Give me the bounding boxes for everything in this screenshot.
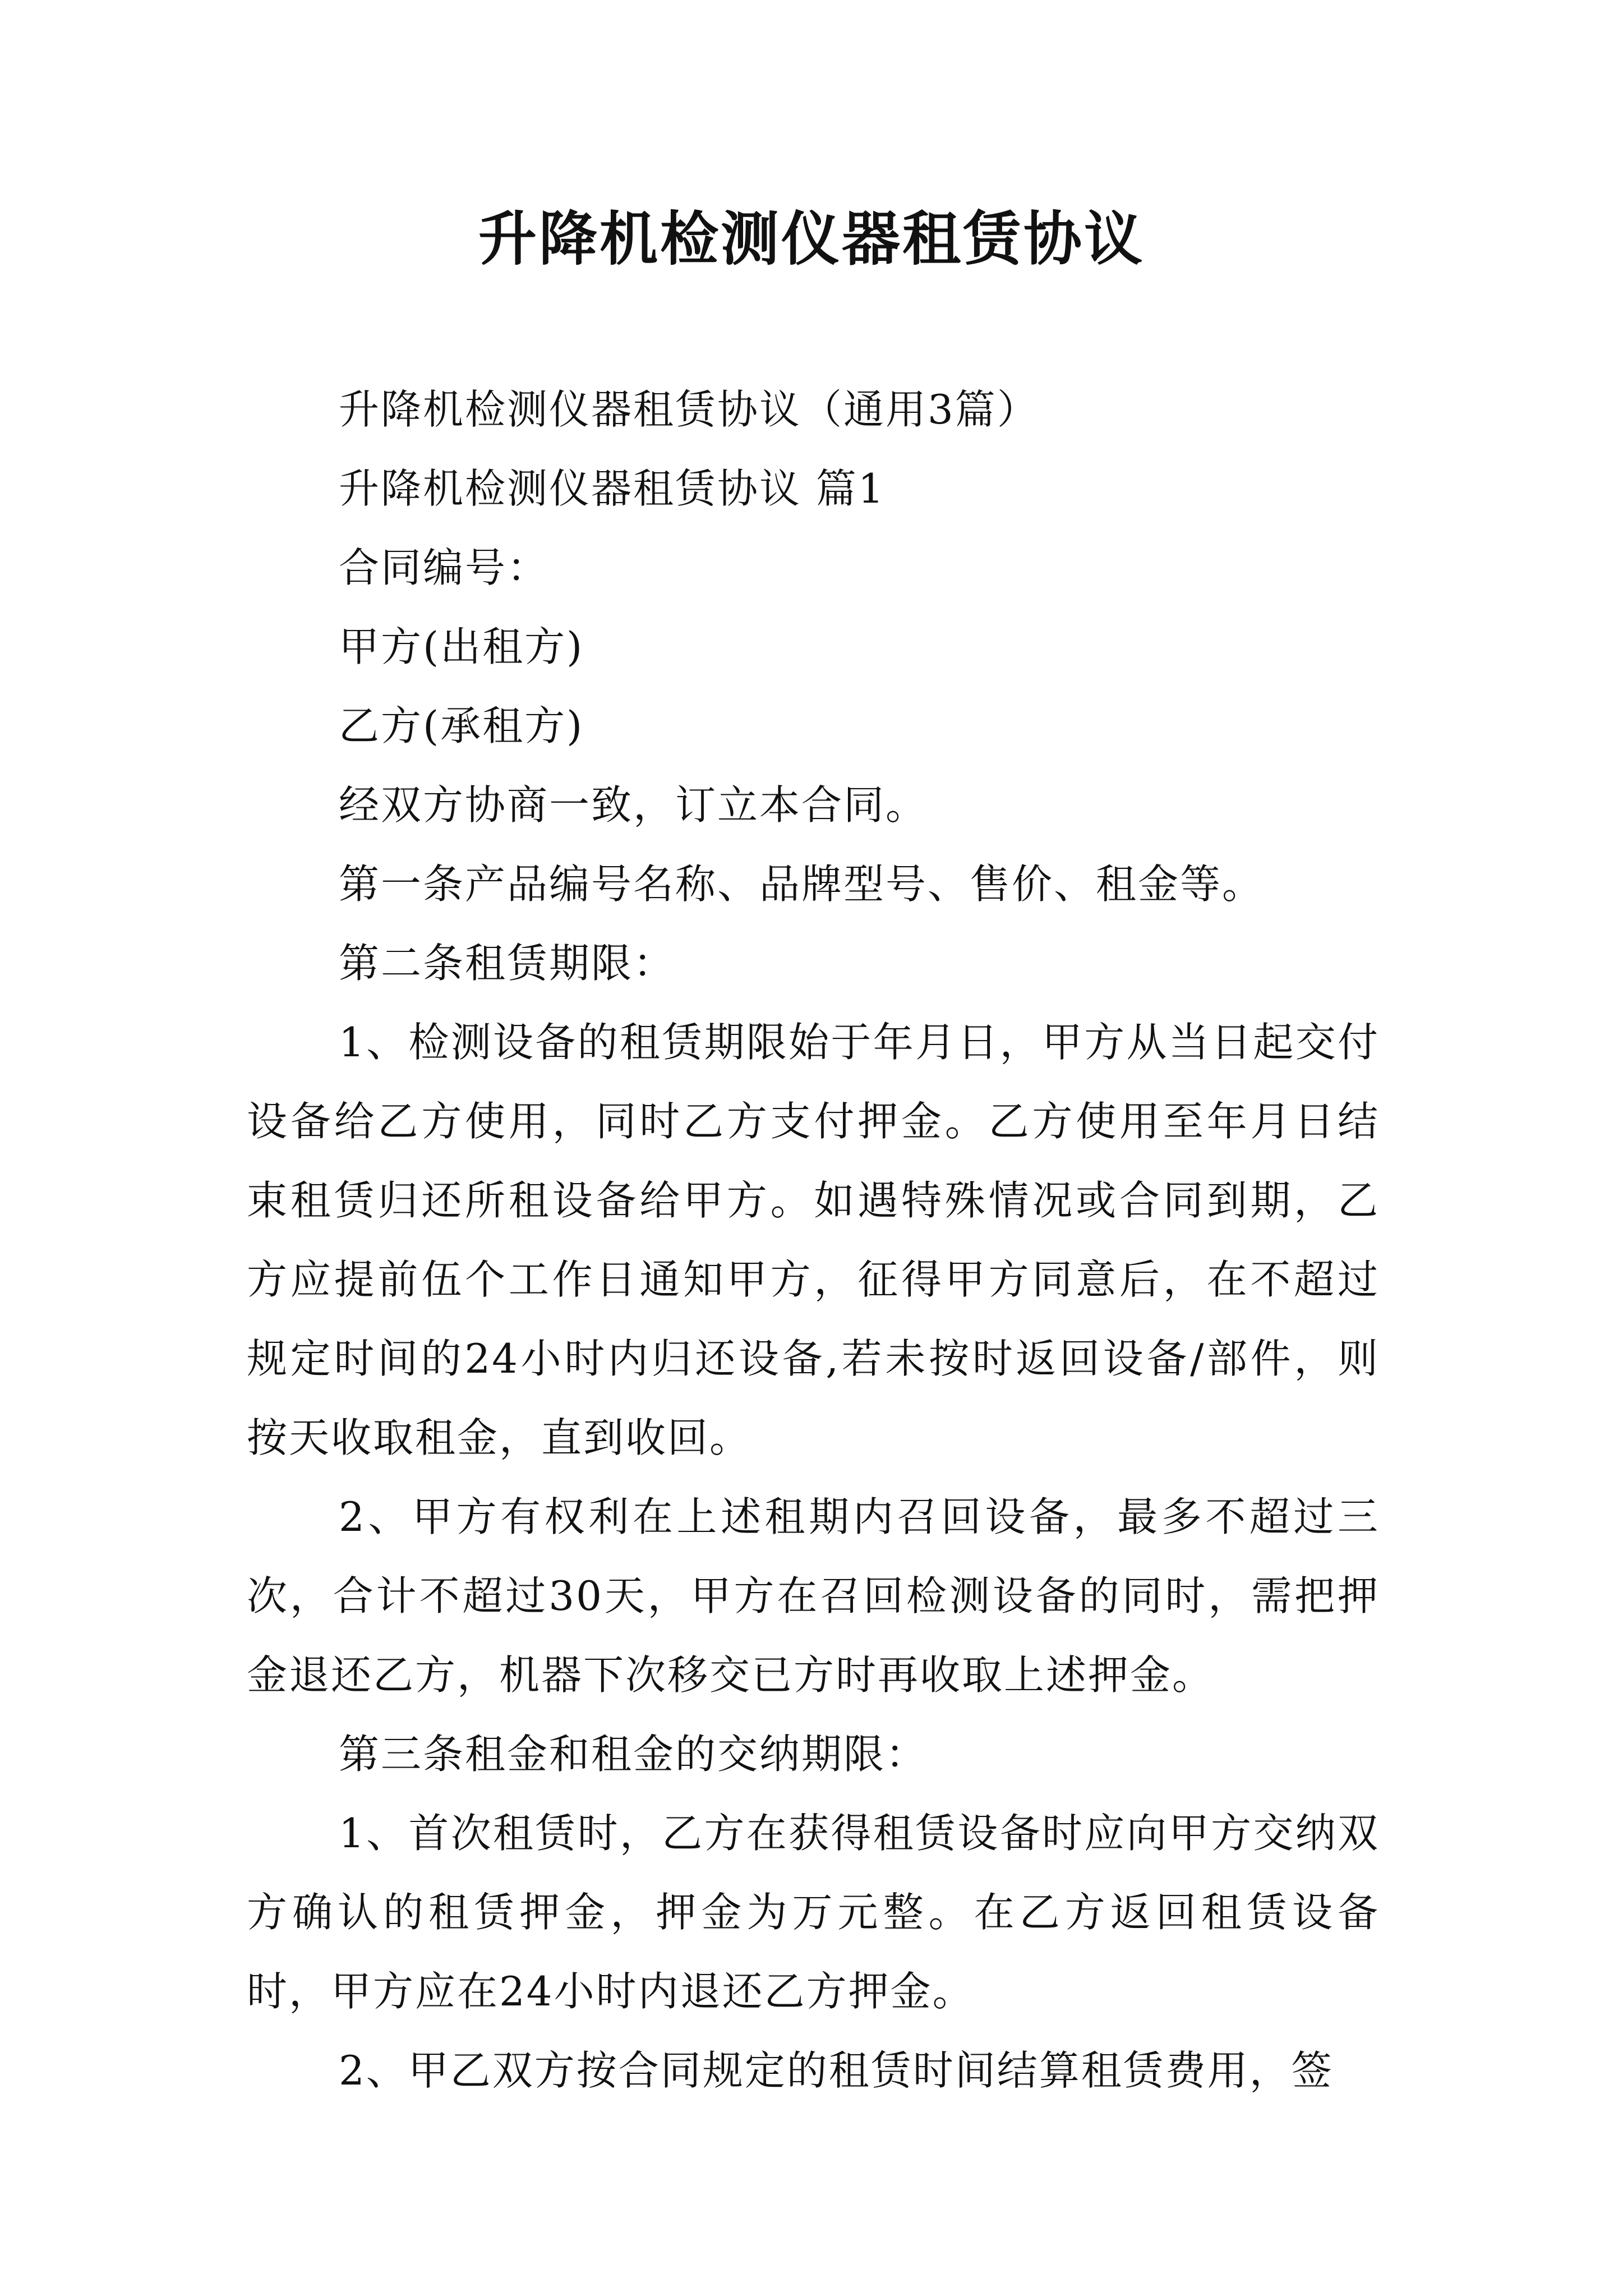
article-2-clause-1: 1、检测设备的租赁期限始于年月日，甲方从当日起交付设备给乙方使用，同时乙方支付押金。乙方使用至年月日结束租赁归还所租设备给甲方。如遇特殊情况或合同到期，乙方应提前伍个工作日通知甲方，征得甲方同意后，在不超过规定时间的24小时内归还设备,若未按时返回设备/部件，则按天收取租金，直到收回。 — [247, 1019, 1380, 1461]
document-body — [247, 370, 1380, 2110]
article-1: 第一条产品编号名称、品牌型号、售价、租金等。 — [339, 861, 1265, 908]
article-3-clause-2: 2、甲乙双方按合同规定的租赁时间结算租赁费用，签 — [339, 2047, 1334, 2094]
article-2-clause-2: 2、甲方有权利在上述租期内召回设备，最多不超过三次，合计不超过30天，甲方在召回检测设备的同时，需把押金退还乙方，机器下次移交已方时再收取上述押金。 — [247, 1493, 1380, 1699]
article-2-heading: 第二条租赁期限： — [339, 940, 676, 987]
article-3-clause-1: 1、首次租赁时，乙方在获得租赁设备时应向甲方交纳双方确认的租赁押金，押金为万元整。在乙方返回租赁设备时，甲方应在24小时内退还乙方押金。 — [247, 1810, 1380, 2015]
party-a-label: 甲方(出租方) — [339, 623, 584, 670]
subtitle-line: 升降机检测仪器租赁协议（通用3篇） — [339, 386, 1039, 433]
contract-number-label: 合同编号： — [339, 544, 550, 591]
party-b-label: 乙方(承租方) — [339, 702, 584, 749]
document-title: 升降机检测仪器租赁协议 — [478, 204, 1145, 273]
agreement-statement: 经双方协商一致，订立本合同。 — [339, 781, 928, 829]
part-heading: 升降机检测仪器租赁协议 篇1 — [339, 465, 886, 512]
article-3-heading: 第三条租金和租金的交纳期限： — [339, 1731, 928, 1778]
